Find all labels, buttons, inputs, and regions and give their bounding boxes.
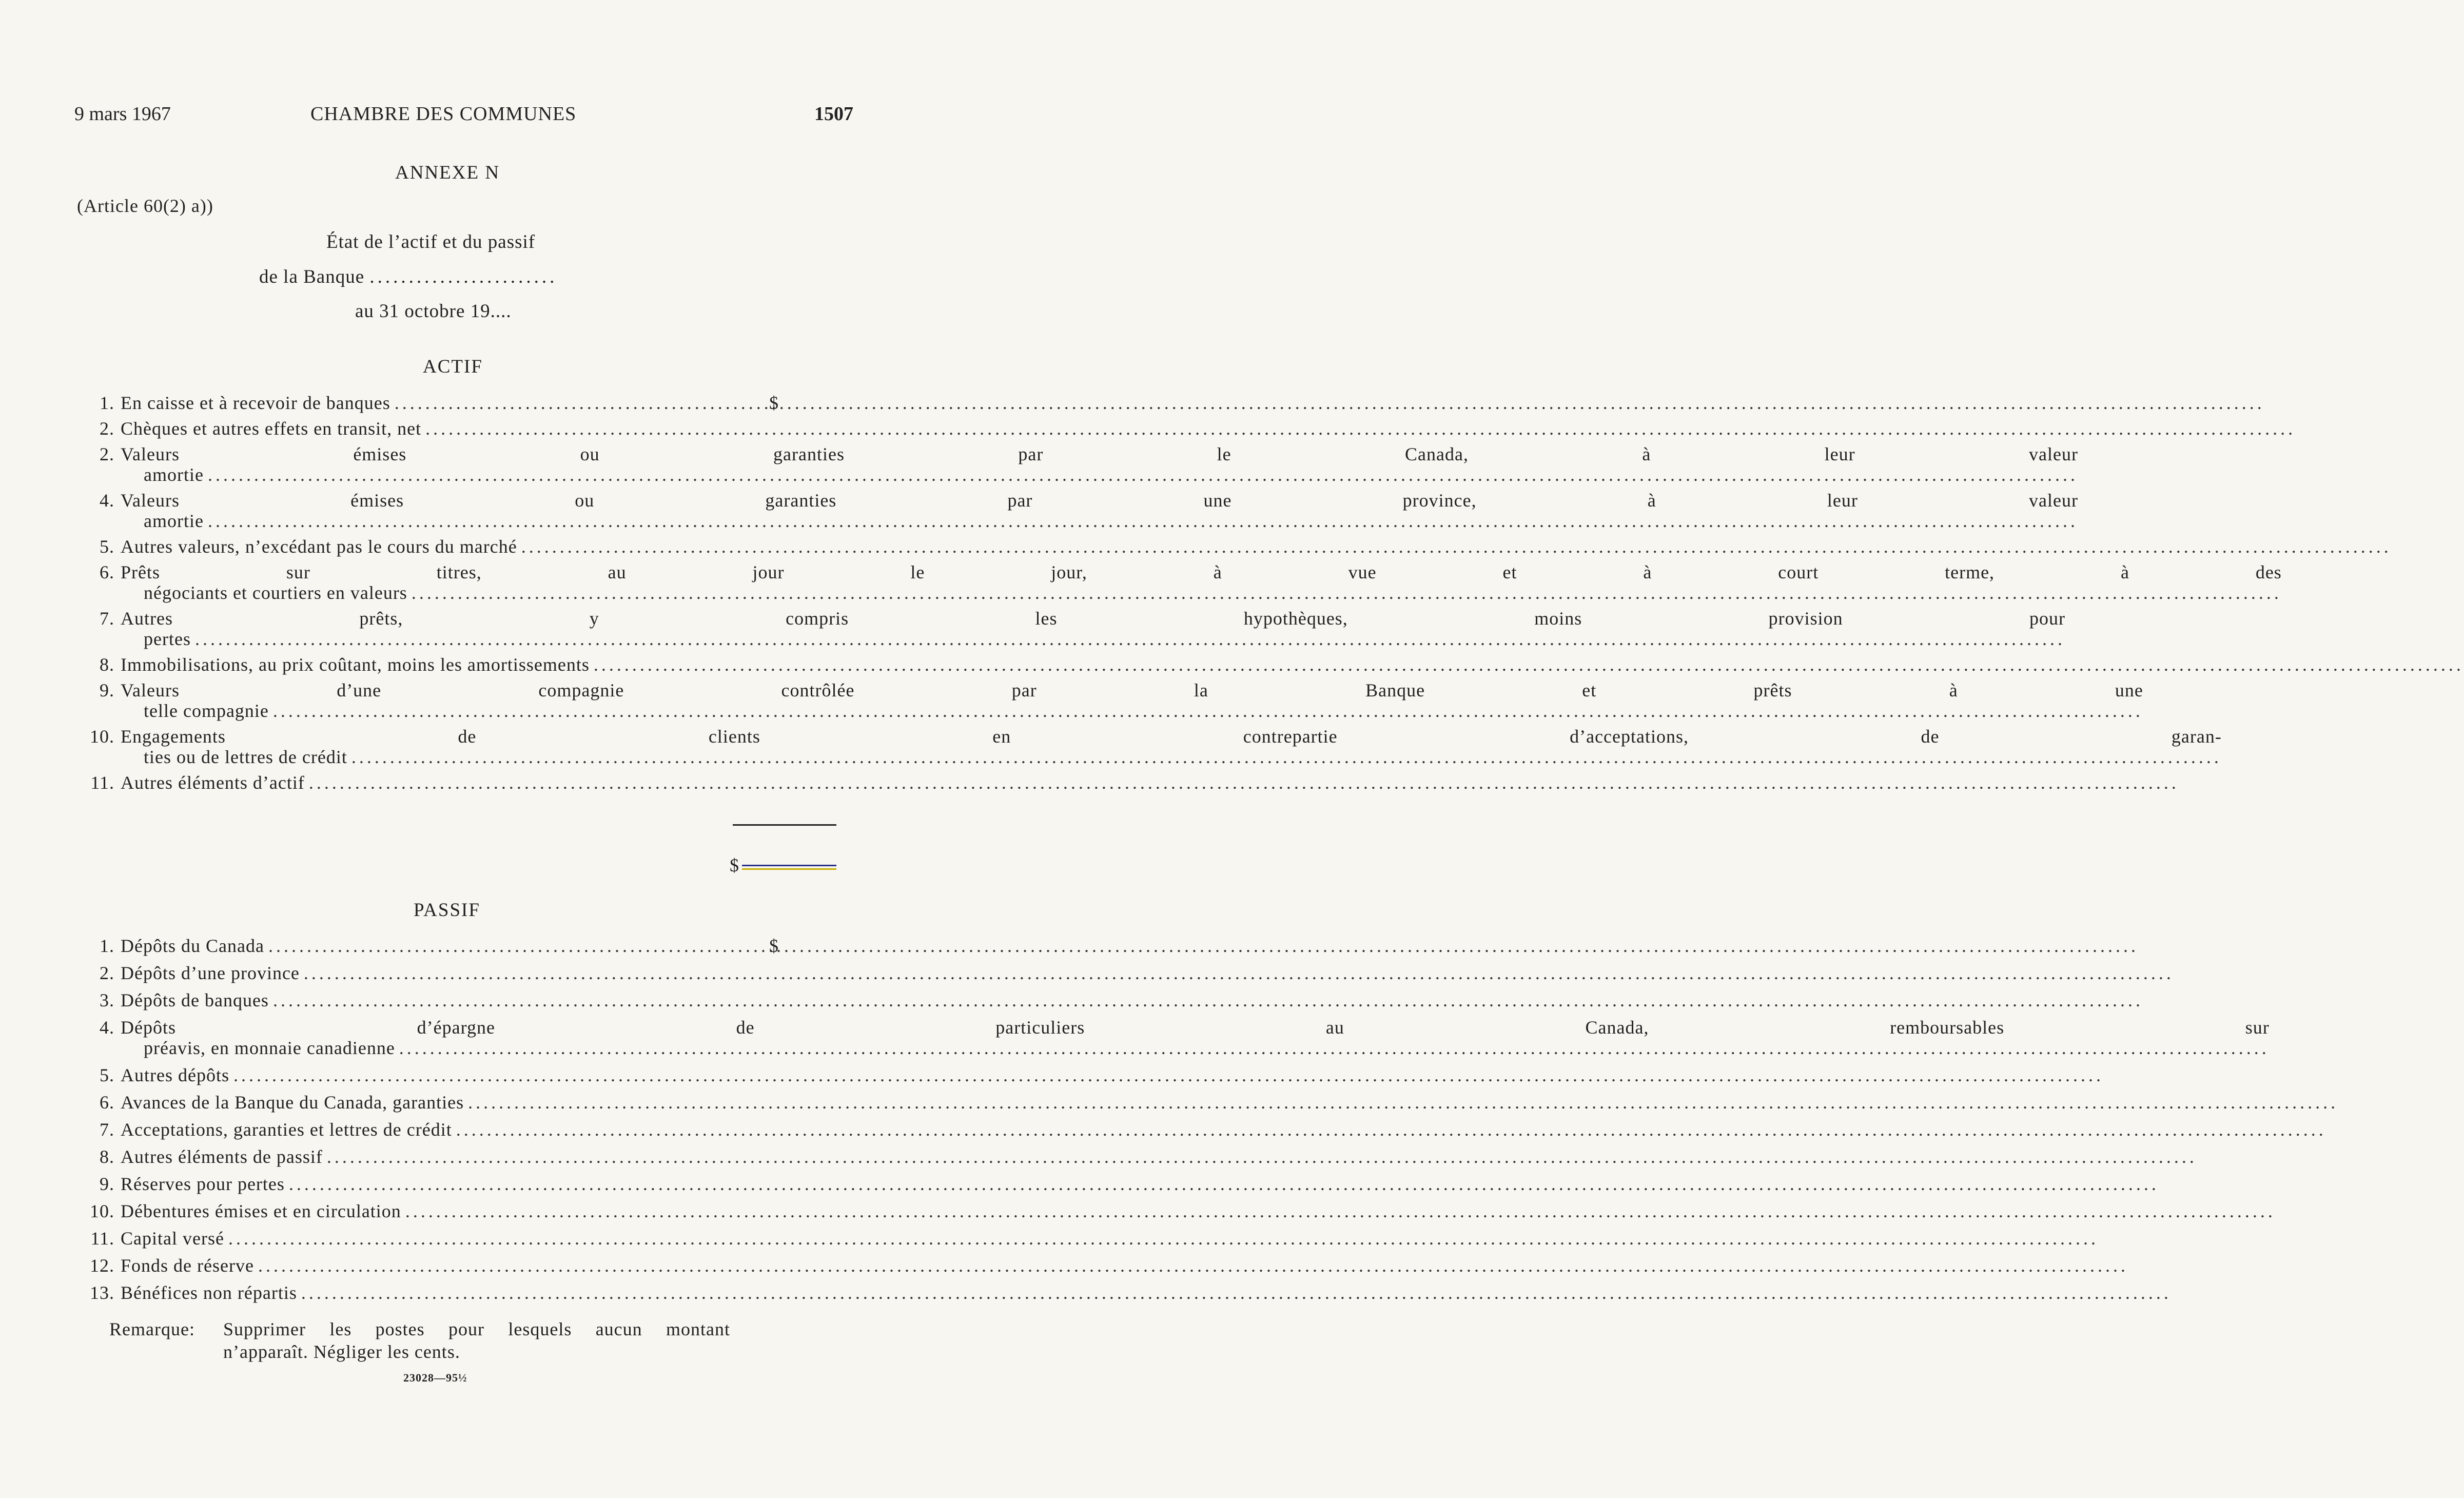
- item-text: Dépôts de banques: [121, 990, 269, 1010]
- remarque-label: Remarque:: [109, 1319, 195, 1339]
- leader-dots: [233, 1065, 2104, 1085]
- item-number: 2.: [100, 418, 114, 439]
- passif-item: [74, 1017, 2270, 1058]
- passif-list: [74, 936, 2270, 1310]
- item-text: Dépôts d’épargne de particuliers au Canada, remboursables sur: [121, 1017, 2270, 1038]
- print-code: 23028—95½: [403, 1371, 467, 1384]
- item-text-continuation: négociants et courtiers en valeurs: [144, 582, 407, 603]
- actif-item: [74, 490, 2078, 531]
- leader-dots: [273, 990, 2143, 1010]
- leader-dots: ........................: [369, 266, 558, 287]
- actif-item: [74, 562, 2282, 603]
- currency-symbol: $: [769, 936, 778, 956]
- total-double-rule-top: [742, 865, 836, 866]
- statement-bank-label: de la Banque: [259, 266, 365, 287]
- passif-item: [74, 1228, 762, 1249]
- item-number: 13.: [90, 1282, 114, 1303]
- leader-dots: [268, 936, 2139, 956]
- item-text: Acceptations, garanties et lettres de crédit: [121, 1119, 452, 1140]
- actif-title: ACTIF: [423, 356, 483, 377]
- actif-item: [74, 536, 762, 557]
- item-number: 8.: [100, 654, 114, 675]
- item-text: Immobilisations, au prix coûtant, moins les amortissements: [121, 654, 590, 675]
- leader-dots: [425, 418, 2296, 439]
- item-text: Valeurs émises ou garanties par le Canada, à leur valeur: [121, 444, 2078, 464]
- item-text: Débentures émises et en circulation: [121, 1201, 401, 1221]
- passif-item: [74, 1092, 762, 1113]
- leader-dots: [208, 464, 2078, 485]
- item-number: 4.: [100, 490, 114, 511]
- currency-symbol: $: [769, 393, 778, 413]
- passif-item: [74, 990, 762, 1010]
- leader-dots: [208, 511, 2078, 531]
- item-number: 1.: [100, 393, 114, 413]
- item-number: 7.: [100, 608, 114, 629]
- passif-item: [74, 1282, 762, 1303]
- leader-dots: [412, 582, 2282, 603]
- leader-dots: [304, 963, 2174, 983]
- actif-item: [74, 680, 2143, 721]
- total-double-rule-bottom: [742, 868, 836, 870]
- subtotal-rule: [733, 824, 836, 826]
- remarque-line-1: Supprimer les postes pour lesquels aucun montant: [223, 1319, 730, 1339]
- passif-item: [74, 1146, 762, 1167]
- item-number: 7.: [100, 1119, 114, 1140]
- item-text: Autres valeurs, n’excédant pas le cours du marché: [121, 536, 517, 557]
- item-number: 11.: [90, 772, 114, 793]
- item-text: Valeurs d’une compagnie contrôlée par la Banque et prêts à une: [121, 680, 2143, 701]
- item-text-continuation: pertes: [144, 629, 191, 649]
- item-text: Fonds de réserve: [121, 1255, 254, 1276]
- remarque-line-2: n’apparaît. Négliger les cents.: [223, 1341, 460, 1362]
- page-number: 1507: [814, 103, 853, 125]
- leader-dots: [521, 536, 2392, 557]
- item-text: Autres éléments de passif: [121, 1146, 323, 1167]
- item-number: 1.: [100, 936, 114, 956]
- actif-item: [74, 393, 778, 413]
- actif-item: [74, 726, 2222, 767]
- item-number: 6.: [100, 1092, 114, 1113]
- item-text: Valeurs émises ou garanties par une province, à leur valeur: [121, 490, 2078, 511]
- leader-dots: [405, 1201, 2276, 1221]
- item-text: Capital versé: [121, 1228, 224, 1249]
- leader-dots: [289, 1174, 2159, 1194]
- annexe-title: ANNEXE N: [395, 162, 500, 183]
- item-number: 10.: [90, 1201, 114, 1221]
- statement-line-1: État de l’actif et du passif: [326, 231, 536, 252]
- leader-dots: [594, 654, 2464, 675]
- item-number: 4.: [100, 1017, 114, 1038]
- header-title: CHAMBRE DES COMMUNES: [310, 103, 577, 125]
- leader-dots: [327, 1146, 2197, 1167]
- item-text: Bénéfices non répartis: [121, 1282, 297, 1303]
- item-number: 2.: [100, 444, 114, 464]
- running-header: [74, 103, 853, 133]
- item-number: 11.: [90, 1228, 114, 1249]
- item-text: Engagements de clients en contrepartie d’acceptations, de garan-: [121, 726, 2222, 747]
- item-number: 2.: [100, 963, 114, 983]
- actif-item: [74, 444, 2078, 485]
- actif-list: [74, 393, 2282, 798]
- leader-dots: [309, 772, 2179, 793]
- item-text: Autres dépôts: [121, 1065, 229, 1085]
- leader-dots: [351, 747, 2222, 767]
- passif-item: [74, 1174, 762, 1194]
- statement-line-2: [259, 266, 557, 288]
- leader-dots: [456, 1119, 2326, 1140]
- item-number: 3.: [100, 990, 114, 1010]
- leader-dots: [399, 1038, 2270, 1058]
- item-number: 9.: [100, 1174, 114, 1194]
- item-text: Prêts sur titres, au jour le jour, à vue et à court terme, à des: [121, 562, 2282, 582]
- passif-item: [74, 1255, 762, 1276]
- item-text: Avances de la Banque du Canada, garanties: [121, 1092, 464, 1113]
- leader-dots: [395, 393, 2265, 413]
- item-text-continuation: préavis, en monnaie canadienne: [144, 1038, 395, 1058]
- item-text: En caisse et à recevoir de banques: [121, 393, 390, 413]
- item-number: 10.: [90, 726, 114, 747]
- article-reference: (Article 60(2) a)): [77, 196, 213, 216]
- leader-dots: [258, 1255, 2128, 1276]
- passif-item: [74, 963, 762, 983]
- passif-item: [74, 936, 778, 956]
- item-text-continuation: amortie: [144, 464, 204, 485]
- item-text-continuation: amortie: [144, 511, 204, 531]
- item-text: Autres éléments d’actif: [121, 772, 305, 793]
- item-number: 5.: [100, 536, 114, 557]
- actif-item: [74, 772, 762, 793]
- item-text-continuation: ties ou de lettres de crédit: [144, 747, 347, 767]
- item-number: 9.: [100, 680, 114, 701]
- passif-title: PASSIF: [414, 900, 480, 921]
- remarque-note: [109, 1318, 730, 1363]
- leader-dots: [195, 629, 2065, 649]
- leader-dots: [468, 1092, 2338, 1113]
- leader-dots: [273, 701, 2143, 721]
- item-text: Dépôts d’une province: [121, 963, 300, 983]
- passif-item: [74, 1201, 762, 1221]
- actif-item: [74, 418, 762, 439]
- item-text: Réserves pour pertes: [121, 1174, 285, 1194]
- item-text: Chèques et autres effets en transit, net: [121, 418, 422, 439]
- header-date: 9 mars 1967: [74, 103, 171, 125]
- item-text: Autres prêts, y compris les hypothèques, moins provision pour: [121, 608, 2065, 629]
- item-text-continuation: telle compagnie: [144, 701, 269, 721]
- item-number: 8.: [100, 1146, 114, 1167]
- actif-item: [74, 608, 2065, 649]
- item-number: 12.: [90, 1255, 114, 1276]
- passif-item: [74, 1065, 762, 1085]
- item-number: 6.: [100, 562, 114, 582]
- total-currency-symbol: $: [730, 855, 739, 876]
- statement-line-3: au 31 octobre 19....: [355, 301, 512, 322]
- passif-item: [74, 1119, 762, 1140]
- leader-dots: [301, 1282, 2172, 1303]
- item-text: Dépôts du Canada: [121, 936, 264, 956]
- leader-dots: [228, 1228, 2099, 1249]
- actif-item: [74, 654, 762, 675]
- item-number: 5.: [100, 1065, 114, 1085]
